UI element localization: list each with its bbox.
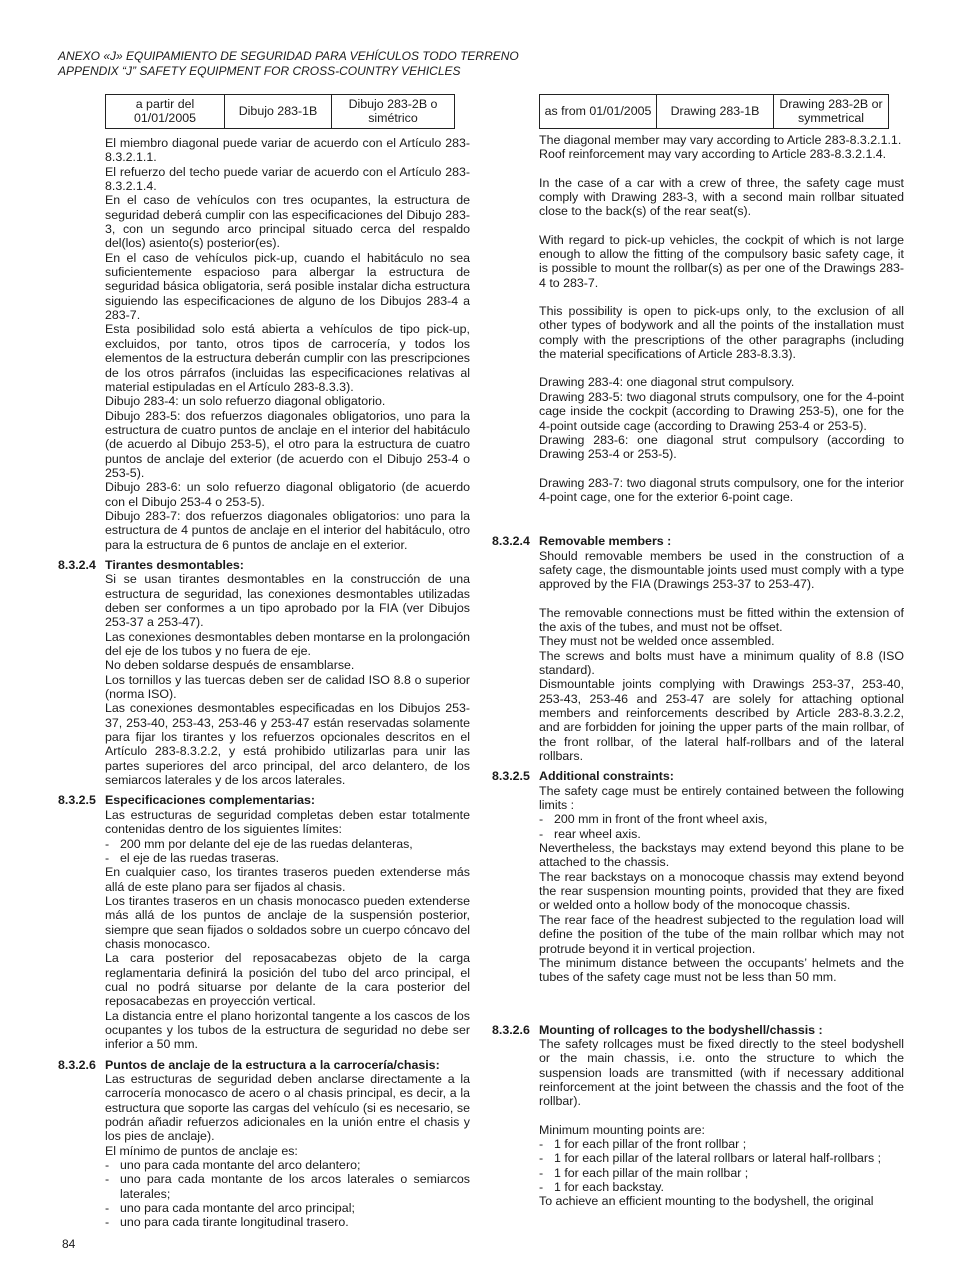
table-cell: Drawing 283-1B bbox=[657, 95, 774, 129]
paragraph: Drawing 283-6: one diagonal strut compulsory (according to Drawing 253-4 or 253-5). bbox=[539, 432, 904, 462]
paragraph: En cualquier caso, los tirantes traseros pueden extenderse más allá de este plano para ser fijados al chasis. bbox=[105, 865, 470, 894]
section-number: 8.3.2.5 bbox=[492, 769, 530, 784]
list-item: - uno para cada montante del arco principal; bbox=[105, 1201, 355, 1216]
section-8-3-2-6-en bbox=[492, 1023, 904, 1209]
paragraph: Los tirantes traseros en un chasis monocasco pueden extenderse más allá de los puntos de anclaje de la suspensión posterior, siempre que sean fijados o soldados sobre un cuerpo cóncavo del chasis monocasco. bbox=[105, 893, 470, 951]
list-item: - 1 for each pillar of the lateral rollbars or lateral half-rollbars ; bbox=[539, 1151, 882, 1166]
paragraph: La distancia entre el plano horizontal tangente a los cascos de los ocupantes y los tubos de la estructura de seguridad no debe ser inferior a 50 mm. bbox=[105, 1008, 470, 1052]
header-spanish: ANEXO «J» EQUIPAMIENTO DE SEGURIDAD PARA VEHÍCULOS TODO TERRENO bbox=[58, 49, 519, 63]
list-item: - el eje de las ruedas traseras. bbox=[105, 850, 280, 865]
list-item: - 200 mm in front of the front wheel axis, bbox=[539, 812, 768, 827]
paragraph: Esta posibilidad solo está abierta a vehículos de tipo pick-up, excluidos, por tanto, otros tipos de carrocería, y todos los elementos de la estructura deberán cumplir con las prescripciones de los otros párrafos (incluidas las especificaciones relativas al material estipuladas en el Artículo 283-8.3.3). bbox=[105, 322, 470, 394]
paragraph: Los tornillos y las tuercas deben ser de calidad ISO 8.8 o superior (norma ISO). bbox=[105, 672, 470, 702]
paragraph: Dismountable joints complying with Drawings 253-37, 253-40, 253-43, 253-46 and 253-47 are solely for attaching optional members and reinforcements described by Article 283-8.3.2.2, and are forbidden for joining the upper parts of the main rollbar, of the front rollbar, of the lateral half-rollbars and of the lateral rollbars. bbox=[539, 677, 904, 764]
paragraph: Drawing 283-5: two diagonal struts compulsory, one for the 4-point cage inside the cockpit (according to Drawing 253-5), one for the 4-point outside cage (according to Drawing 253-4 or 253-5). bbox=[539, 389, 904, 433]
paragraph: Roof reinforcement may vary according to Article 283-8.3.2.1.4. bbox=[539, 147, 887, 162]
paragraph: Las estructuras de seguridad deben anclarse directamente a la carrocería monocasco de acero o al chasis principal, es decir, a la estructura que soporte las cargas del vehículo (si es necesario, se podrán añadir refuerzos adicionales en la unión entre el chasis y los pies de anclaje). bbox=[105, 1072, 470, 1144]
paragraph: The rear face of the headrest subjected to the regulation load will define the position of the tube of the main rollbar which may not protrude beyond it in vertical projection. bbox=[539, 912, 904, 956]
paragraph: En el caso de vehículos con tres ocupantes, la estructura de seguridad deberá cumplir con las especificaciones del Dibujo 283-3, con un segundo arco principal situado cerca del respaldo del(los) asiento(s) posterior(es). bbox=[105, 193, 470, 251]
paragraph: Las conexiones desmontables especificadas en los Dibujos 253-37, 253-40, 253-43, 253-46 y 253-47 están reservadas solamente para fijar los tirantes y los refuerzos opcionales descritos en el Artículo 283-8.3.2.2, y está prohibido utilizarlas para unir las partes superiores del arco principal, del arco delantero, de los semiarcos laterales y de los arcos laterales. bbox=[105, 701, 470, 788]
paragraph: Dibujo 283-5: dos refuerzos diagonales obligatorios, uno para la estructura de cuatro puntos de anclaje en el interior del habitáculo (de acuerdo al Dibujo 253-5), el otro para la estructura de cuatro puntos de anclaje del exterior (de acuerdo con el Dibujo 253-4 o 253-5). bbox=[105, 408, 470, 480]
section-number: 8.3.2.5 bbox=[58, 793, 96, 808]
paragraph: Should removable members be used in the construction of a safety cage, the dismountable joints used must comply with a type approved by the FIA (Drawings 253-37 to 253-47). bbox=[539, 548, 904, 592]
running-header bbox=[58, 49, 519, 79]
intro-es bbox=[105, 136, 470, 552]
section-title: Removable members : bbox=[539, 534, 672, 549]
paragraph: This possibility is open to pick-ups only, to the exclusion of all other types of bodywork and all the points of the installation must comply with the prescriptions of the other paragraphs (including the material specifications of Article 283-8.3.3). bbox=[539, 304, 904, 362]
table-cell: a partir del 01/01/2005 bbox=[106, 95, 225, 129]
paragraph: The removable connections must be fitted within the extension of the axis of the tubes, and must not be offset. bbox=[539, 605, 904, 634]
table-cell: Dibujo 283-2B o simétrico bbox=[332, 95, 455, 129]
paragraph: Dibujo 283-4: un solo refuerzo diagonal obligatorio. bbox=[105, 394, 386, 409]
paragraph: La cara posterior del reposacabezas objeto de la carga reglamentaria definirá la posición del tubo del arco principal, el cual no podrá situarse por delante de la cara posterior del reposacabezas en proyección vertical. bbox=[105, 951, 470, 1009]
paragraph: With regard to pick-up vehicles, the cockpit of which is not large enough to allow the fitting of the compulsory basic safety cage, it is possible to mount the rollbar(s) as per one of the Drawings 283-4 to 283-7. bbox=[539, 232, 904, 290]
section-title: Mounting of rollcages to the bodyshell/chassis : bbox=[539, 1022, 823, 1037]
list-item: - 1 for each backstay. bbox=[539, 1179, 664, 1194]
paragraph: El refuerzo del techo puede variar de acuerdo con el Artículo 283-8.3.2.1.4. bbox=[105, 164, 470, 194]
drawing-table-en bbox=[539, 94, 889, 129]
list-item: - uno para cada montante de los arcos laterales o semiarcos laterales; bbox=[105, 1172, 470, 1201]
paragraph: Dibujo 283-7: dos refuerzos diagonales obligatorios: uno para la estructura de 4 puntos de anclaje en el interior del habitáculo, otro para la estructura de 6 puntos de anclaje en el exterior. bbox=[105, 508, 470, 552]
paragraph: Drawing 283-7: two diagonal struts compulsory, one for the interior 4-point cage, one for the exterior 6-point cage. bbox=[539, 475, 904, 504]
intro-en bbox=[539, 133, 904, 504]
list-item: - rear wheel axis. bbox=[539, 826, 641, 841]
english-column bbox=[492, 94, 904, 1209]
paragraph: In the case of a car with a crew of three, the safety cage must comply with Drawing 283-3, with a second main rollbar situated close to the back(s) of the rear seat(s). bbox=[539, 175, 904, 219]
paragraph: The safety rollcages must be fixed directly to the steel bodyshell or the main chassis, i.e. onto the structure to which the suspension loads are transmitted (with if necessary additional reinforcement at the joint between the chassis and the foot of the rollbar). bbox=[539, 1036, 904, 1109]
table-cell: Drawing 283-2B or symmetrical bbox=[774, 95, 889, 129]
paragraph: Nevertheless, the backstays may extend beyond this plane to be attached to the chassis. bbox=[539, 841, 904, 870]
section-8-3-2-4-en bbox=[492, 534, 904, 763]
paragraph: Si se usan tirantes desmontables en la construcción de una estructura de seguridad, las conexiones desmontables utilizadas deben ser conformes a un tipo aprobado por la FIA (ver Dibujos 253-37 a 253-47). bbox=[105, 572, 470, 630]
drawing-table-es bbox=[105, 94, 455, 129]
section-title: Especificaciones complementarias: bbox=[105, 793, 316, 808]
paragraph: Las estructuras de seguridad completas deben estar totalmente contenidas dentro de los siguientes límites: bbox=[105, 807, 470, 837]
paragraph: The minimum distance between the occupants’ helmets and the tubes of the safety cage must not be less than 50 mm. bbox=[539, 955, 904, 985]
section-title: Additional constraints: bbox=[539, 769, 674, 784]
paragraph: The diagonal member may vary according to Article 283-8.3.2.1.1. bbox=[539, 133, 902, 147]
section-8-3-2-6-es bbox=[58, 1058, 470, 1230]
spanish-column bbox=[58, 94, 470, 1230]
section-8-3-2-5-en bbox=[492, 769, 904, 984]
paragraph: Drawing 283-4: one diagonal strut compulsory. bbox=[539, 375, 795, 390]
section-title: Tirantes desmontables: bbox=[105, 557, 244, 572]
list-item: - 1 for each pillar of the main rollbar ; bbox=[539, 1165, 749, 1180]
section-number: 8.3.2.4 bbox=[492, 534, 530, 549]
list-item: - 200 mm por delante del eje de las ruedas delanteras, bbox=[105, 836, 413, 851]
section-number: 8.3.2.6 bbox=[492, 1022, 530, 1037]
paragraph: They must not be welded once assembled. bbox=[539, 634, 775, 649]
paragraph: El miembro diagonal puede variar de acuerdo con el Artículo 283-8.3.2.1.1. bbox=[105, 136, 470, 165]
paragraph: No deben soldarse después de ensamblarse. bbox=[105, 658, 355, 673]
list-item: - uno para cada tirante longitudinal trasero. bbox=[105, 1215, 349, 1230]
section-title: Puntos de anclaje de la estructura a la carrocería/chasis: bbox=[105, 1057, 440, 1072]
paragraph: El mínimo de puntos de anclaje es: bbox=[105, 1143, 298, 1158]
list-item: - 1 for each pillar of the front rollbar ; bbox=[539, 1136, 747, 1151]
paragraph: Minimum mounting points are: bbox=[539, 1122, 705, 1137]
list-item: - uno para cada montante del arco delantero; bbox=[105, 1158, 361, 1173]
table-cell: as from 01/01/2005 bbox=[540, 95, 657, 129]
paragraph: En el caso de vehículos pick-up, cuando el habitáculo no sea suficientemente espacioso para albergar la estructura de seguridad básica obligatoria, será posible instalar dicha estructura siguiendo las especificaciones de alguno de los Dibujos 283-4 a 283-7. bbox=[105, 250, 470, 323]
section-8-3-2-4-es bbox=[58, 558, 470, 788]
section-number: 8.3.2.4 bbox=[58, 557, 96, 572]
paragraph: The rear backstays on a monocoque chassis may extend beyond the rear suspension mounting points, provided that they are fixed or welded onto a hollow body of the monocoque chassis. bbox=[539, 869, 904, 913]
paragraph: The screws and bolts must have a minimum quality of 8.8 (ISO standard). bbox=[539, 648, 904, 677]
paragraph: Dibujo 283-6: un solo refuerzo diagonal obligatorio (de acuerdo con el Dibujo 253-4 o 253-5). bbox=[105, 480, 470, 509]
table-cell: Dibujo 283-1B bbox=[225, 95, 332, 129]
page-number: 84 bbox=[62, 1237, 76, 1251]
paragraph: Las conexiones desmontables deben montarse en la prolongación del eje de los tubos y no fuera de eje. bbox=[105, 629, 470, 659]
paragraph: To achieve an efficient mounting to the bodyshell, the original bbox=[539, 1194, 874, 1209]
section-number: 8.3.2.6 bbox=[58, 1057, 96, 1072]
paragraph: The safety cage must be entirely contained between the following limits : bbox=[539, 783, 904, 813]
header-english: APPENDIX “J” SAFETY EQUIPMENT FOR CROSS-COUNTRY VEHICLES bbox=[58, 64, 461, 78]
section-8-3-2-5-es bbox=[58, 793, 470, 1051]
